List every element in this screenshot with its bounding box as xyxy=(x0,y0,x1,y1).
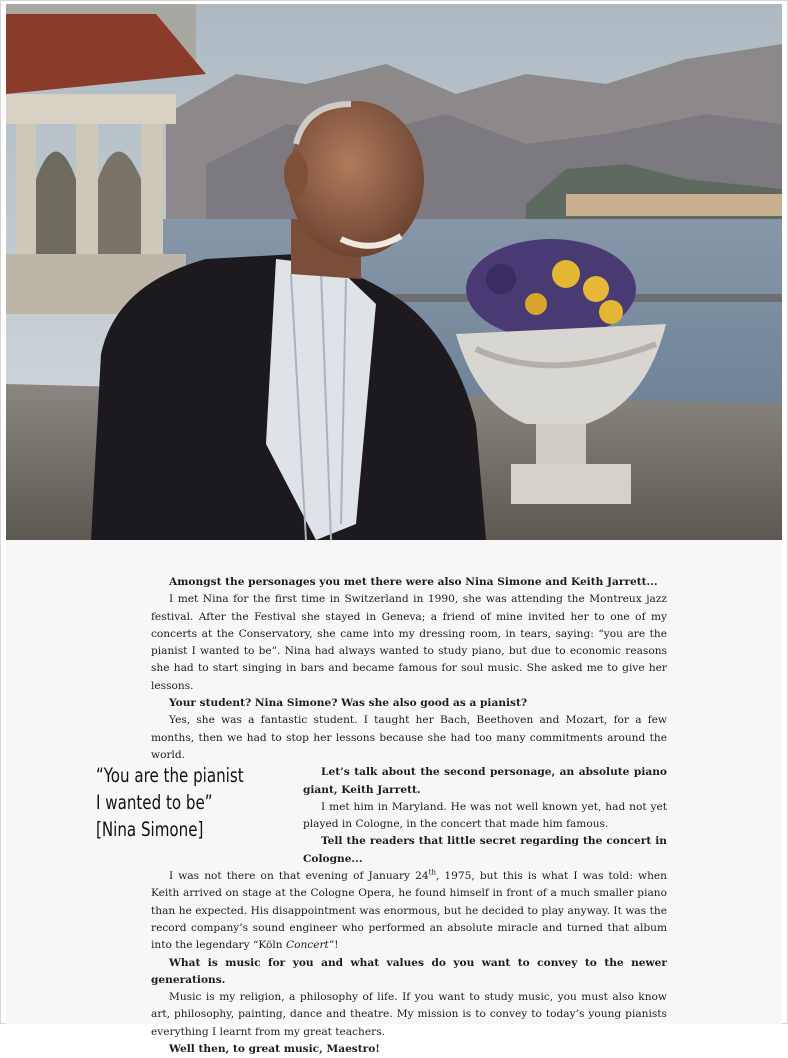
ordinal-suffix: th xyxy=(428,868,436,877)
pull-quote-line: I wanted to be” xyxy=(96,791,213,814)
article-body xyxy=(6,540,782,1056)
interview-answer: I met him in Maryland. He was not well known yet, had not yet played in Cologne, in the concert that made him famous. xyxy=(303,800,667,831)
article-photo xyxy=(6,4,782,540)
pull-quote-attribution: [Nina Simone] xyxy=(96,818,204,841)
interview-answer xyxy=(151,868,667,954)
interview-question: Tell the readers that little secret regarding the concert in Cologne... xyxy=(303,835,667,865)
interview-answer: Music is my religion, a philosophy of life. If you want to study music, you must also know art, philosophy, painting, dance and theatre. My mission is to convey to today’s young pianists everything I learnt from my great teachers. xyxy=(151,991,667,1038)
album-title: Concert xyxy=(285,939,329,952)
interview-answer: Yes, she was a fantastic student. I taught her Bach, Beethoven and Mozart, for a few months, then we had to stop her lessons because she had too many commitments around the world. xyxy=(151,714,667,761)
answer-text: ”! xyxy=(328,939,339,952)
photo-illustration xyxy=(6,4,782,540)
answer-text: , 1975, but this is what I was told: when Keith arrived on stage at the Cologne Opera, he found himself in front of a much smaller piano than he expected. His disappointment was enormous, but he decided to play anyway. It was the record company’s sound engineer who performed an absolute miracle and turned that album into the legendary “Köln xyxy=(151,870,667,952)
interview-question: What is music for you and what values do you want to convey to the newer generations. xyxy=(151,956,667,986)
answer-text: I was not there on that evening of January 24 xyxy=(169,870,429,883)
interview-question: Let’s talk about the second personage, an absolute piano giant, Keith Jarrett. xyxy=(303,766,667,796)
interview-answer: I met Nina for the first time in Switzerland in 1990, she was attending the Montreux jazz festival. After the Festival she stayed in Geneva; a friend of mine invited her to one of my concerts at the Conservatory, she came into my dressing room, in tears, saying: “you are the pianist I wanted to be”. Nina had always wanted to study piano, but due to economic reasons she had to start singing in bars and became famous for soul music. She asked me to give her lessons. xyxy=(151,593,667,692)
pull-quote-line: “You are the pianist xyxy=(96,764,244,787)
interview-question: Amongst the personages you met there were also Nina Simone and Keith Jarrett... xyxy=(169,576,658,588)
closing-line: Well then, to great music, Maestro! xyxy=(169,1043,380,1056)
pull-quote-spacer xyxy=(151,764,303,864)
interview-question: Your student? Nina Simone? Was she also good as a pianist? xyxy=(169,697,528,710)
interview-text xyxy=(151,574,667,1058)
